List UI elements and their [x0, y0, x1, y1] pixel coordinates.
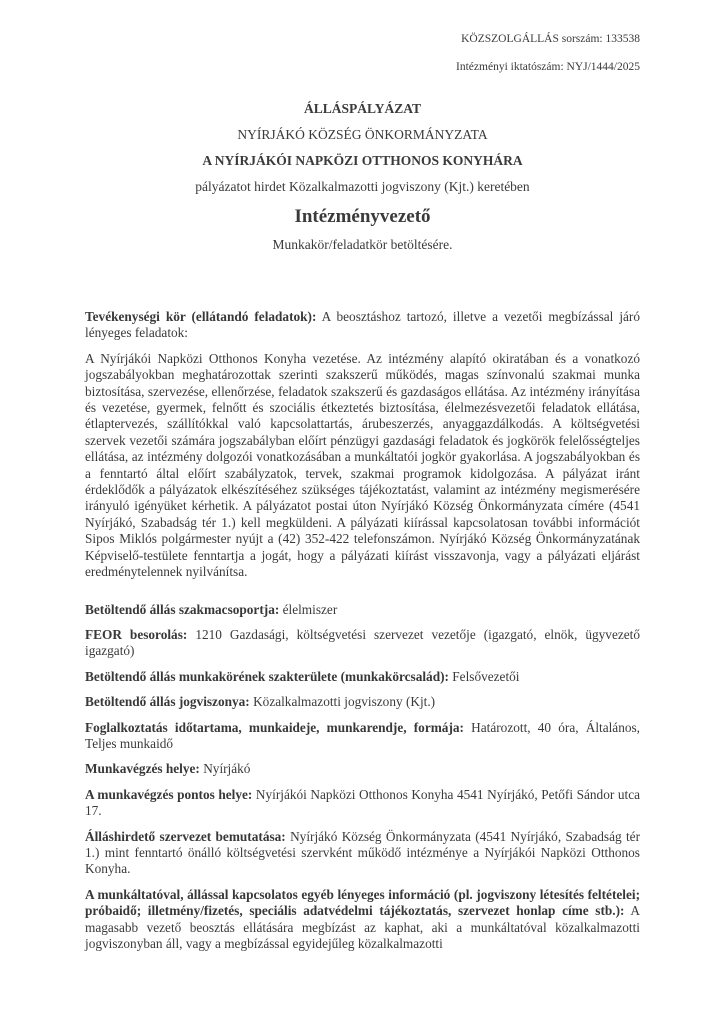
- field-label: Foglalkoztatás időtartama, munkaideje, munkarendje, formája:: [85, 719, 464, 735]
- field-activity-scope: [85, 309, 640, 342]
- paragraph-text: A Nyírjákói Napközi Otthonos Konyha vezetése. Az intézmény alapító okiratában és a vonatkozó jogszabályokban meghatározottak szerinti szakszerű működés, magas színvonalú szakmai munka biztosítása, szervezése, ellenőrzése, feladatok szakszerű és gazdaságos ellátása. Az intézmény irányítása és vezetése, gyermek, felnőtt és szociális étkeztetés biztosítása, élelmezésvezetői feladatok ellátása, étlaptervezés, szállítókkal való kapcsolattartás, árubeszerzés, anyaggazdálkodás. A költségvetési szervek vezetői számára jogszabályban előírt pénzügyi gazdasági feladatok és jogkörök felelősségteljes ellátása, az intézmény dolgozói vonatkozásában a munkáltatói jogkör gyakorlása. A jogszabályokban és a fenntartó által előírt szabályzatok, tervek, szakmai programok kidolgozása. A pályázat iránt érdeklődők a pályázatok elkészítéséhez szükséges tájékoztatást, valamint az intézmény megismerésére irányuló igényüket kérhetik. A pályázatot postai úton Nyírjákó Község Önkormányzata címére (4541 Nyírjákó, Szabadság tér 1.) kell megküldeni. A pályázati kiírással kapcsolatosan további információt Sipos Miklós polgármester nyújt a (42) 352-422 telefonszámon. Nyírjákó Község Önkormányzatának Képviselő-testülete fenntartja a jogát, hogy a pályázati kiírást visszavonja, vagy a pályázati eljárást eredménytelennek nyilvánítsa.: [85, 350, 640, 580]
- title-block: [85, 101, 640, 253]
- field-label: FEOR besorolás:: [85, 626, 188, 642]
- field-label: Betöltendő állás munkakörének szakterülete (munkakörcsalád):: [85, 668, 449, 684]
- document-header: [85, 32, 640, 75]
- field-value: A beosztáshoz tartozó, illetve a vezetői megbízással járó lényeges feladatok:: [85, 309, 640, 341]
- field-legal-relation: [85, 694, 640, 710]
- registry-number: KÖZSZOLGÁLLÁS sorszám: 133538: [461, 33, 640, 45]
- field-exact-work-location: [85, 787, 640, 820]
- field-value: Határozott, 40 óra, Általános, Teljes munkaidő: [85, 719, 641, 751]
- field-employment-terms: [85, 720, 640, 753]
- position-subtitle: Munkakör/feladatkör betöltésére.: [272, 237, 453, 252]
- field-value: Nyírjákó Község Önkormányzata (4541 Nyírjákó, Szabadság tér 1.) mint fenntartó önálló költségvetési szervként működő intézménye a Nyírjákói Napközi Otthonos Konyha.: [85, 828, 640, 877]
- position-title: Intézményvezető: [294, 206, 431, 227]
- organization-name: NYÍRJÁKÓ KÖZSÉG ÖNKORMÁNYZATA: [237, 127, 488, 142]
- field-value: Nyírjákói Napközi Otthonos Konyha 4541 Nyírjákó, Petőfi Sándor utca 17.: [85, 786, 640, 819]
- paragraph-activity-description: [85, 351, 640, 581]
- field-label: Tevékenységi kör (ellátandó feladatok):: [85, 309, 317, 324]
- field-value: A magasabb vezető beosztás ellátására megbízást az kaphat, aki a munkáltatóval közalkalmazotti jogviszonyban áll, vagy a megbízással egyidejűleg közalkalmazotti: [85, 903, 641, 951]
- announcement-line: pályázatot hirdet Közalkalmazotti jogviszony (Kjt.) keretében: [195, 179, 530, 194]
- institution-name: A NYÍRJÁKÓI NAPKÖZI OTTHONOS KONYHÁRA: [202, 153, 523, 168]
- field-work-location: [85, 761, 640, 777]
- field-label: A munkáltatóval, állással kapcsolatos egyéb lényeges információ (pl. jogviszony létesítés feltételei; próbaidő; illetmény/fizetés, speciális adatvédelmi tájékoztatás, szervezet honlap címe stb.):: [85, 886, 640, 919]
- field-feor: [85, 627, 640, 660]
- field-value: élelmiszer: [282, 601, 338, 617]
- document-heading: ÁLLÁSPÁLYÁZAT: [303, 101, 422, 116]
- field-label: Betöltendő állás jogviszonya:: [85, 694, 250, 710]
- field-other-information: [85, 887, 640, 953]
- field-value: Közalkalmazotti jogviszony (Kjt.): [253, 694, 436, 710]
- field-label: A munkavégzés pontos helye:: [85, 786, 253, 802]
- field-value: Nyírjákó: [203, 761, 251, 777]
- field-profession-group: [85, 602, 640, 618]
- field-employer-introduction: [85, 829, 640, 878]
- field-label: Betöltendő állás szakmacsoportja:: [85, 601, 280, 617]
- field-value: 1210 Gazdasági, költségvetési szervezet vezetője (igazgató, elnök, ügyvezető igazgató): [85, 626, 641, 659]
- document-body: [85, 309, 640, 952]
- field-label: Munkavégzés helye:: [85, 761, 200, 777]
- field-value: Felsővezetői: [452, 668, 520, 684]
- institutional-file-number: Intézményi iktatószám: NYJ/1444/2025: [456, 61, 640, 73]
- field-label: Álláshirdető szervezet bemutatása:: [85, 828, 286, 844]
- field-job-family: [85, 669, 640, 685]
